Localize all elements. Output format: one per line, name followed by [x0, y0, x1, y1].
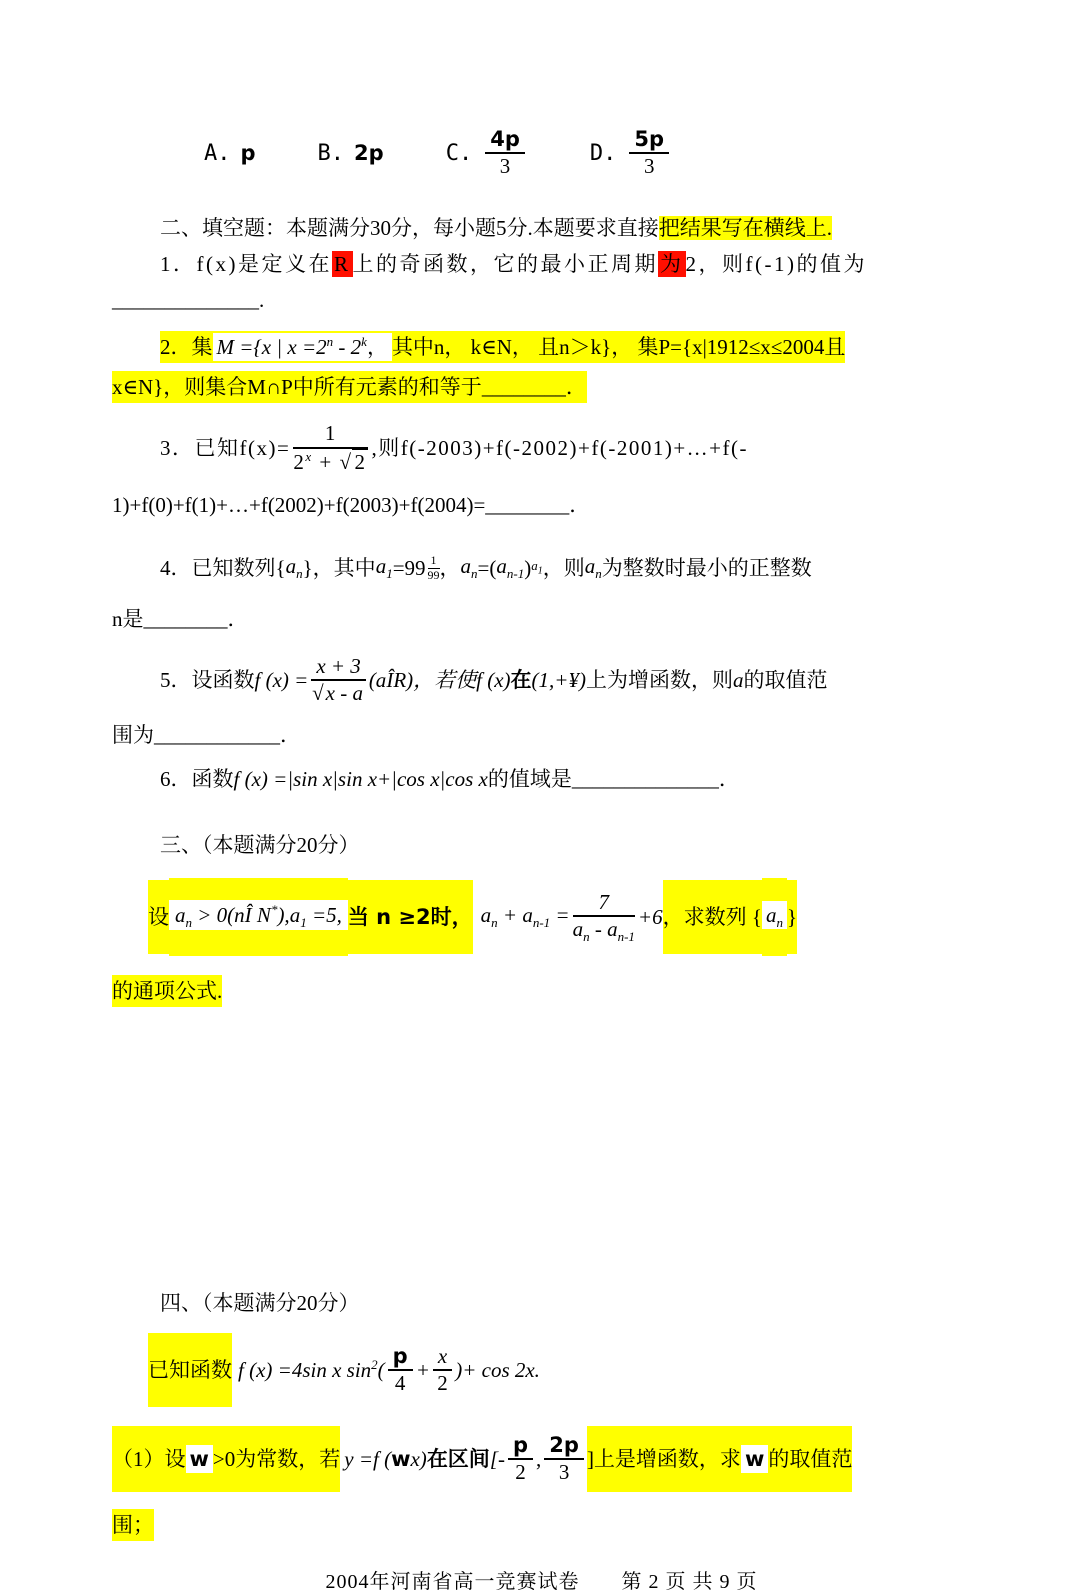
s4p2-comma: , [536, 1446, 542, 1471]
section3-problem [112, 875, 971, 959]
s3-plus-6: +6 [637, 904, 663, 929]
q4-text-5: =( [477, 555, 497, 580]
q2-hl-3 [112, 371, 587, 403]
s3-hl-formula-text: 的通项公式. [112, 975, 222, 1007]
section4-function [112, 1331, 971, 1409]
s3-hl-she: 设 [148, 880, 169, 954]
q4-l2-text: n是 [112, 607, 144, 631]
q4-a-1 [376, 553, 393, 582]
q3-radical [339, 448, 368, 474]
section3-header [112, 827, 971, 863]
s3-bx-sub: n [776, 915, 783, 931]
s3-box-an-sub: n [185, 915, 192, 931]
s3-an-box [762, 901, 787, 929]
q5-text-3: R)，若使 [393, 667, 477, 692]
q3-text-2: ,则f(-2003)+f(-2002)+f(-2001)+…+f(- [371, 435, 749, 460]
section2-header-text: 二、填空题：本题满分30分，每小题5分.本题要求直接 [160, 216, 659, 240]
s4p2-m2: x) [410, 1446, 427, 1471]
s4p2-w3-wrap [741, 1426, 768, 1492]
option-d-numerator: 5p [629, 127, 669, 154]
s4p2-omega-2: w [391, 1446, 411, 1471]
q4-an4-sub: n [595, 566, 602, 582]
q4-a-n-3 [585, 553, 602, 582]
s3-hl-find: ，求数列 { [663, 880, 762, 954]
s4p2-frac-2pi-3 [544, 1433, 584, 1485]
option-c-denominator: 3 [499, 154, 511, 178]
q3-radicand: 2 [354, 449, 367, 474]
option-b-label: B. [317, 140, 345, 166]
s4-tail: )+ cos 2x. [455, 1357, 540, 1382]
q2-hl-1: 2．集 [160, 331, 213, 363]
q4-an2-base: a [460, 554, 472, 579]
s4-frac-pi-4 [388, 1344, 413, 1396]
q3-numerator: 1 [293, 421, 368, 448]
q2-m1: M ={x | x =2 [216, 335, 327, 359]
option-c [446, 127, 528, 179]
q4-exp-den: 99 [427, 567, 440, 582]
q4-an4-base: a [584, 554, 596, 579]
s3-box-a1-base: a [289, 903, 301, 928]
q4-a1-base: a [375, 554, 387, 579]
s4p2-interval-bold: 在区间 [426, 1446, 490, 1471]
option-a-label: A. [204, 140, 231, 166]
q6-fx: f (x) = [233, 767, 288, 791]
q2-blank: ________ [481, 375, 566, 399]
s3-box-a1-sub: 1 [300, 915, 307, 931]
q3-fraction [293, 421, 368, 474]
q5-element-symbol: Î [386, 667, 394, 692]
q3-den-plus: + [312, 449, 340, 474]
q4-a-n-2 [461, 553, 478, 582]
q4-a-n-minus-1 [496, 553, 524, 582]
s3-hl-when: 当 n ≥2时， [348, 880, 473, 954]
q4-an1-base: a [285, 554, 297, 579]
q4-an2-sub: n [471, 566, 478, 582]
q6-expression: |sin x|sin x+|cos x|cos x [287, 767, 488, 791]
q5-fraction [311, 654, 366, 706]
q5-numerator: x + 3 [311, 654, 366, 681]
q2-sup-n: n [326, 334, 334, 349]
s4p2-omega-1: w [186, 1445, 213, 1473]
s3-hl-an-wrap [762, 878, 787, 955]
s4-plus: + [415, 1357, 430, 1382]
section4-part1-wrap [112, 1507, 971, 1543]
s3-den-am-base: a [607, 916, 618, 941]
option-d [590, 127, 672, 179]
q4-dot: ． [227, 607, 249, 631]
q5-text-1: 5．设函数 [160, 667, 255, 692]
q6-text-1: 6．函数 [160, 767, 234, 791]
s3-condition-box [169, 900, 348, 930]
section4-part1 [112, 1423, 971, 1495]
option-a [204, 141, 256, 166]
q4-blank: ________ [143, 607, 228, 631]
q4-an3-sub: n-1 [506, 566, 525, 582]
q1-text-2: 上的奇函数，它的最小正周期 [352, 252, 658, 276]
section3-header-text: 三、（本题满分20分） [160, 833, 360, 857]
s4-f2-num: x [433, 1344, 452, 1371]
s3-recurrence-left [473, 902, 570, 931]
s3-box-m4: =5, [306, 903, 342, 928]
q4-an1-sub: n [296, 566, 303, 582]
s4p2-hl-1: （1）设 [112, 1426, 186, 1492]
s3-box-star: * [270, 902, 278, 918]
q5-denominator [311, 681, 366, 706]
q5-radical [312, 679, 365, 705]
s4-f1-den: 4 [394, 1371, 406, 1395]
s3-den-am-sub: n-1 [617, 928, 635, 944]
s3-box-m1: > 0(n [192, 903, 245, 928]
q5-blank: ____________ [154, 723, 280, 747]
s4-f2-den: 2 [437, 1371, 448, 1395]
section4-header [112, 1285, 971, 1321]
q5-fx: f (x) = [254, 667, 309, 692]
option-a-value: p [240, 141, 256, 165]
q4-exp-num: 1 [428, 554, 440, 568]
q2-math-box [213, 331, 392, 363]
s3-hl-close-brace: } [787, 880, 797, 954]
q3-text-1: 3．已知f(x)= [160, 435, 291, 460]
s4-sin-sup: 2 [371, 1356, 378, 1372]
q4-text-6: ) [524, 555, 532, 580]
s3-frac-den [573, 917, 635, 945]
choice-options-row [112, 112, 971, 194]
s3-m-am-base: a [522, 903, 533, 928]
s3-box-element-symbol: Î [244, 903, 252, 928]
footer-text: 2004年河南省高一竞赛试卷 第 2 页 共 9 页 [325, 1571, 758, 1593]
s4-m2: ( [377, 1357, 385, 1382]
q6-blank: ______________ [571, 767, 719, 791]
q4-a-n-1 [286, 553, 303, 582]
q5-text-6: 的取值范 [743, 667, 828, 692]
q3-radical-sign: √ [339, 449, 353, 474]
s4-m1: f (x) =4sin x sin [238, 1357, 372, 1382]
q2-m3: ， [366, 335, 388, 359]
q2-hl-2: 其中n， k∈N， 且n＞k}， 集P={x|1912≤x≤2004且 [392, 331, 845, 363]
s3-m-plus: + [497, 903, 523, 928]
s3-hl-boxwrap [169, 878, 348, 955]
section2-header [112, 210, 971, 246]
question-6 [112, 761, 971, 797]
option-b [318, 141, 384, 166]
s3-bx-base: a [765, 903, 777, 928]
option-c-fraction [485, 127, 525, 179]
question-5-line-1 [112, 645, 971, 715]
s4p2-f2-num: 2p [544, 1433, 584, 1460]
option-d-denominator: 3 [643, 154, 655, 178]
s4p2-wei-text: 围； [112, 1509, 154, 1541]
s3-m-equals: = [550, 903, 570, 928]
question-2-line-1 [112, 324, 971, 365]
question-1 [112, 246, 971, 282]
s3-den-minus: - [589, 916, 608, 941]
q4-text-8: 为整数时最小的正整数 [601, 555, 812, 580]
workspace-gap [112, 1009, 971, 1285]
q5-zai-bold: 在 [510, 667, 532, 692]
s4-frac-x-2 [433, 1344, 452, 1396]
q4-sup-base: a [531, 557, 538, 573]
q5-fx2: f (x) [476, 667, 511, 692]
s4-hl-given: 已知函数 [148, 1333, 232, 1407]
page-footer [112, 1565, 971, 1594]
q1-blank: ______________ [112, 288, 259, 312]
q5-interval: (1,+¥) [531, 667, 586, 692]
s3-box-m2: N [251, 903, 271, 928]
q5-text-5: 上为增函数，则 [585, 667, 733, 692]
q3-blank: ________ [485, 493, 570, 517]
s3-m-am-sub: n-1 [532, 915, 551, 931]
question-5-line-2 [112, 717, 971, 753]
q4-text-7: ，则 [542, 555, 585, 580]
q2-l2-text: x∈N}，则集合M∩P中所有元素的和等于 [112, 375, 482, 399]
section3-line-2 [112, 973, 971, 1009]
q1-red-highlight-R: R [333, 252, 351, 276]
section2-header-highlight: 把结果写在横线上. [658, 216, 832, 240]
q5-l2-text: 围为 [112, 723, 154, 747]
s4p2-omega-3: w [741, 1445, 768, 1473]
s4p2-yfx [340, 1446, 427, 1472]
q4-text-2: }，其中 [302, 555, 376, 580]
q3-l2-text: 1)+f(0)+f(1)+…+f(2002)+f(2003)+f(2004)= [112, 493, 486, 517]
q1-red-highlight-wei: 为 [660, 252, 684, 276]
option-c-label: C. [445, 140, 473, 166]
q5-radicand: x - a [325, 681, 363, 705]
s4p2-hl-4: 的取值范 [768, 1426, 852, 1492]
q4-text-1: 4．已知数列{ [160, 555, 286, 580]
q4-an3-base: a [496, 554, 507, 579]
q4-sup-sub: 1 [537, 565, 543, 577]
q1-text-3: 2，则f(-1)的值为 [685, 252, 867, 276]
s4p2-f1-den: 2 [515, 1460, 526, 1484]
s4p2-bracket-open: [- [489, 1446, 505, 1471]
q4-text-4: ， [439, 555, 461, 580]
q3-den-sup: x [305, 448, 313, 464]
q5-radical-sign: √ [312, 681, 324, 705]
s3-m-an-sub: n [491, 915, 498, 931]
question-3-line-2 [112, 487, 971, 523]
option-b-value: 2p [354, 141, 384, 165]
s4p2-w1-wrap [186, 1426, 213, 1492]
question-4-line-1 [112, 537, 971, 599]
option-d-label: D. [589, 140, 617, 166]
q2-dot: ． [565, 375, 587, 399]
s3-frac-num: 7 [573, 890, 635, 917]
q2-sup-k: k [361, 334, 367, 349]
q2-m2: - 2 [333, 335, 362, 359]
s4-f1-num: p [388, 1344, 413, 1371]
s3-box-an-base: a [175, 903, 186, 928]
q6-dot: ． [718, 767, 740, 791]
s3-fraction [573, 890, 635, 945]
q4-a1-sub: 1 [386, 566, 393, 582]
q3-dot: ． [569, 493, 591, 517]
q4-exponent-a1 [531, 558, 543, 578]
s4p2-hl-3: 上是增函数，求 [594, 1426, 741, 1492]
s4p2-m1: y =f ( [344, 1446, 392, 1471]
q4-text-3: =99 [392, 555, 426, 580]
option-d-fraction [629, 127, 669, 179]
s4p2-f1-num: p [508, 1433, 533, 1460]
s4p2-bracket-close: ] [587, 1426, 594, 1492]
question-2-line-2 [112, 369, 971, 405]
q3-denominator [293, 449, 368, 475]
s3-den-an-base: a [572, 916, 584, 941]
q5-a-var: a [732, 667, 744, 692]
s3-den-an-sub: n [583, 928, 590, 944]
q1-dot: . [259, 288, 265, 312]
question-3-line-1 [112, 415, 971, 481]
section4-header-text: 四、（本题满分20分） [160, 1291, 360, 1315]
s4p2-hl-2: >0为常数，若 [213, 1426, 340, 1492]
s3-m-an-base: a [480, 903, 492, 928]
s4p2-frac-pi-2 [508, 1433, 533, 1485]
s3-box-m3: ), [277, 903, 290, 928]
question-1-answer-blank [112, 282, 971, 318]
s4p2-f2-den: 3 [558, 1460, 570, 1484]
option-c-numerator: 4p [485, 127, 525, 154]
q1-text-1: 1．f(x)是定义在 [160, 252, 332, 276]
q4-exponent-fraction [428, 554, 440, 581]
s4-fx-lead [232, 1357, 385, 1383]
q6-text-2: 的值域是 [487, 767, 572, 791]
question-4-line-2 [112, 601, 971, 637]
q5-dot: ． [280, 723, 301, 747]
q5-text-2: (a [368, 667, 387, 692]
q3-den-base: 2 [293, 449, 306, 474]
q2-set-definition [213, 333, 392, 361]
